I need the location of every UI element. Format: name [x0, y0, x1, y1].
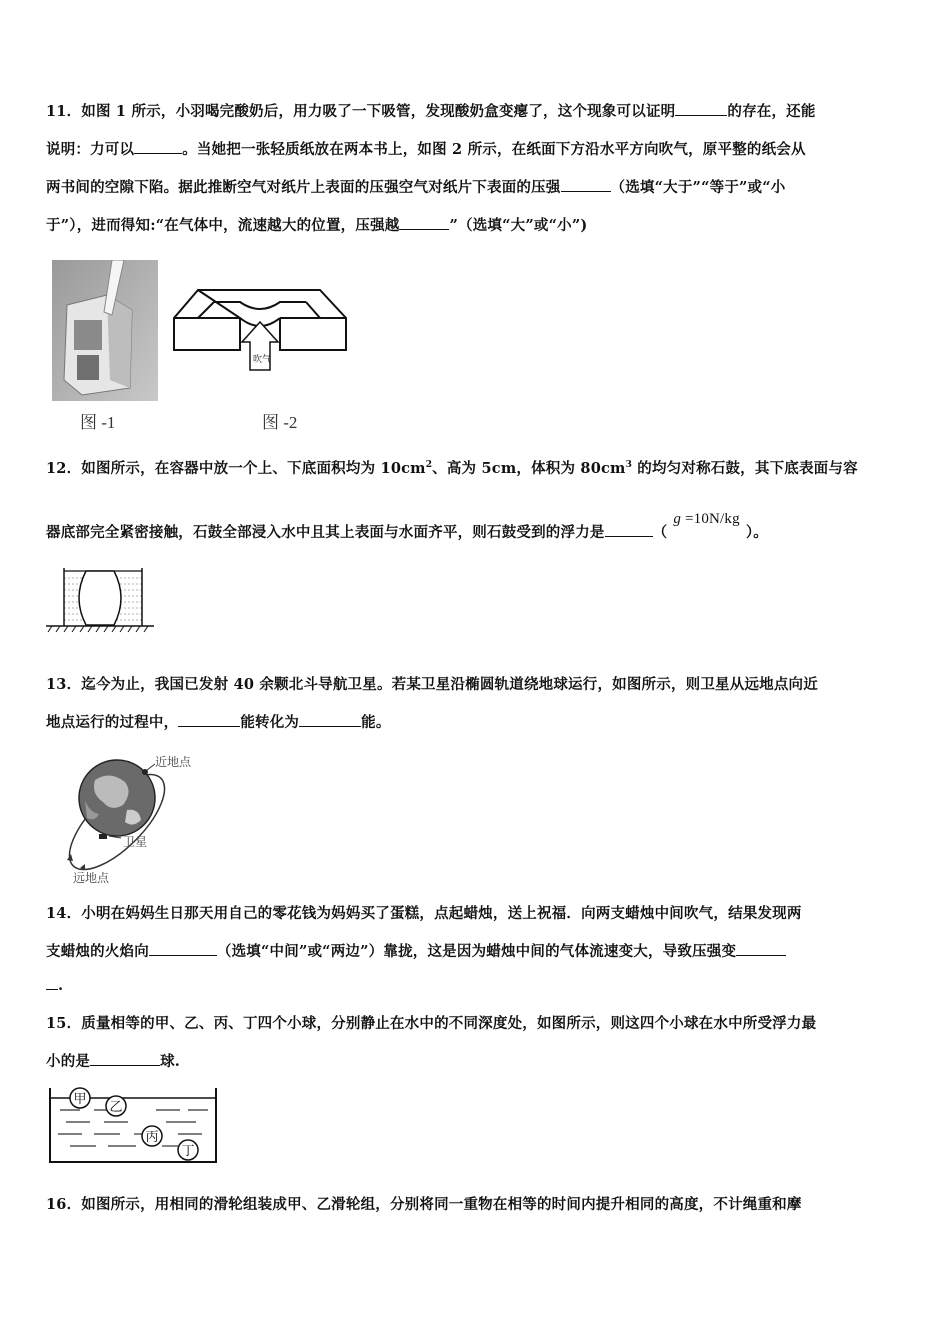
q15-line2: 小的是 球. — [46, 1053, 181, 1070]
answer-blank[interactable] — [46, 975, 58, 990]
q11-line3: 两书间的空隙下陷。据此推断空气对纸片上表面的压强空气对纸片下表面的压强 （选填“大于”“等于”或“小 — [46, 179, 786, 196]
q11-line1: 11．如图 1 所示，小羽喝完酸奶后，用力吸了一下吸管，发现酸奶盒变瘪了，这个现象可以证明 的存在，还能 — [46, 103, 816, 120]
blow-label: 吹气 — [253, 355, 272, 365]
answer-blank[interactable] — [134, 139, 182, 154]
question-11 — [46, 93, 908, 245]
far-point-label: 远地点 — [73, 871, 110, 885]
fig1-caption: 图 -1 — [80, 413, 116, 432]
ball-label: 丙 — [145, 1130, 159, 1145]
paper-on-books-diagram — [170, 282, 348, 374]
balls-in-water-diagram — [46, 1086, 220, 1166]
ball-label: 丁 — [181, 1144, 195, 1159]
question-15 — [46, 1005, 908, 1081]
satellite-orbit-diagram — [55, 750, 215, 886]
answer-blank[interactable] — [605, 522, 653, 537]
answer-blank[interactable] — [399, 215, 449, 230]
answer-blank[interactable] — [675, 101, 727, 116]
question-14 — [46, 895, 908, 1001]
gravity-formula: g =10N/kg — [673, 510, 740, 527]
q15-line1: 15．质量相等的甲、乙、丙、丁四个小球，分别静止在水中的不同深度处，如图所示，则这四个小球在水中所受浮力最 — [46, 1015, 817, 1032]
near-point-label: 近地点 — [155, 755, 192, 769]
q14-line1: 14．小明在妈妈生日那天用自己的零花钱为妈妈买了蛋糕，点起蜡烛，送上祝福．向两支蜡烛中间吹气，结果发现两 — [46, 905, 802, 922]
answer-blank[interactable] — [299, 712, 361, 727]
q14-line2: 支蜡烛的火焰向 （选填“中间”或“两边”）靠拢，这是因为蜡烛中间的气体流速变大，导致压强变 — [46, 933, 908, 971]
q11-line2: 说明：力可以 。当她把一张轻质纸放在两本书上，如图 2 所示，在纸面下方沿水平方向吹气，原平整的纸会从 — [46, 141, 806, 158]
question-13 — [46, 666, 908, 742]
q12-line1: 12．如图所示，在容器中放一个上、下底面积均为 $10cm^2$、高为 5cm，体积为 $80cm^3$ 的均匀对称石鼓，其下底表面与容 — [46, 459, 858, 477]
answer-blank[interactable] — [178, 712, 240, 727]
container-stone-drum-diagram — [44, 568, 156, 634]
fig2-caption: 图 -2 — [262, 413, 298, 432]
answer-blank[interactable] — [149, 941, 217, 956]
ball-label: 乙 — [109, 1100, 123, 1115]
question-16 — [46, 1186, 908, 1224]
q12-line2: 器底部完全紧密接触，石鼓全部浸入水中且其上表面与水面齐平，则石鼓受到的浮力是 （g =10N/kg）。 — [46, 514, 908, 552]
q13-line1: 13．迄今为止，我国已发射 40 余颗北斗导航卫星。若某卫星沿椭圆轨道绕地球运行，如图所示，则卫星从远地点向近 — [46, 676, 818, 693]
answer-blank[interactable] — [736, 941, 786, 956]
q13-line2: 地点运行的过程中， 能转化为 能。 — [46, 714, 391, 731]
q14-line3: . — [46, 971, 908, 1001]
q16-line1: 16．如图所示，用相同的滑轮组装成甲、乙滑轮组，分别将同一重物在相等的时间内提升相同的高度，不计绳重和摩 — [46, 1196, 802, 1213]
satellite-label: 卫星 — [123, 835, 148, 849]
question-12 — [46, 446, 908, 552]
milk-carton-photo — [52, 260, 158, 401]
answer-blank[interactable] — [90, 1051, 160, 1066]
q11-line4: 于”），进而得知:“在气体中，流速越大的位置，压强越 ”（选填“大”或“小”) — [46, 217, 588, 234]
answer-blank[interactable] — [561, 177, 611, 192]
ball-label: 甲 — [73, 1092, 87, 1107]
